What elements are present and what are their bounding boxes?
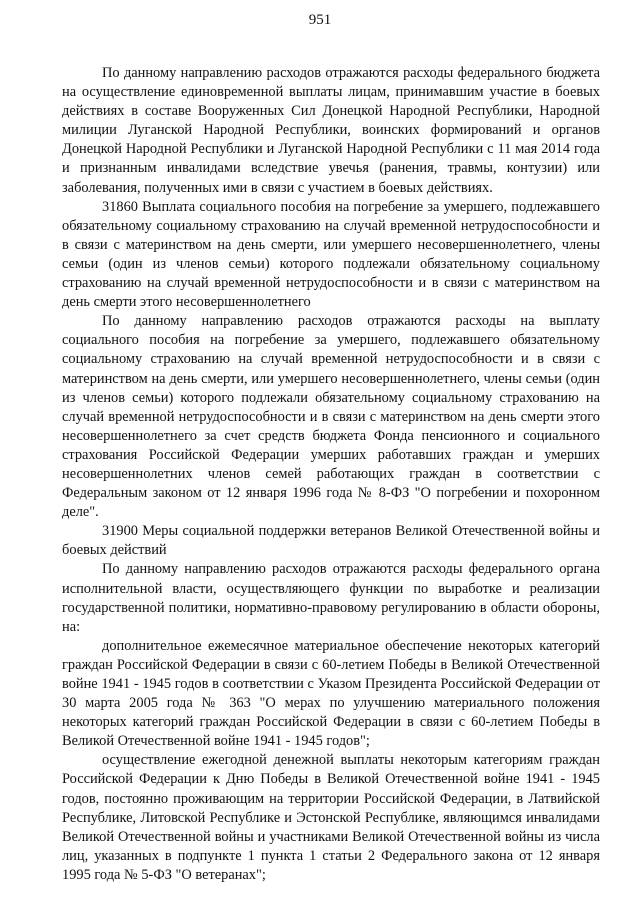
- page-number: 951: [308, 12, 332, 28]
- paragraph-defense-authority: По данному направлению расходов отражаются расходы федерального органа исполнительной власти, осуществляющего функции по выработке и реализации государственной политики, нормативно-правовому регулированию в области обороны, на:: [62, 561, 600, 635]
- section-heading-31860: 31860 Выплата социального пособия на погребение за умершего, подлежавшего обязательному социальному страхованию на случай временной нетрудоспособности и в связи с материнством на день смерти, или умершего несовершеннолетнего, члены семьи (один из членов семьи) которого подлежали обязательному социальному страхованию на случай временной нетрудоспособности и в связи с материнством на день смерти этого несовершеннолетнего: [62, 198, 600, 311]
- paragraph-burial-allowance: По данному направлению расходов отражаются расходы на выплату социального пособия на погребение за умершего, подлежавшего обязательному социальному страхованию на случай временной нетрудоспособности и в связи с материнством на день смерти, или умершего несовершеннолетнего, члены семьи (один из членов семьи) которого подлежали обязательному социальному страхованию на случай временной нетрудоспособности и в связи с материнством на день смерти этого несовершеннолетнего за счет средств бюджета Фонда пенсионного и социального страхования Российской Федерации умерших работавших граждан и умерших несовершеннолетних членов семей работающих граждан в соответствии с Федеральным законом от 12 января 1996 года № 8-ФЗ "О погребении и похоронном деле".: [62, 313, 600, 521]
- document-body: [62, 64, 600, 885]
- section-heading-31900: 31900 Меры социальной поддержки ветеранов Великой Отечественной войны и боевых действий: [62, 523, 600, 559]
- paragraph-federal-budget-payment: По данному направлению расходов отражаются расходы федерального бюджета на осуществление единовременной выплаты лицам, принимавшим участие в боевых действиях в составе Вооруженных Сил Донецкой Народной Республики, Народной милиции Луганской Народной Республики, воинских формирований и органов Донецкой Народной Республики и Луганской Народной Республики с 11 мая 2014 года и признанным инвалидами вследствие увечья (ранения, травмы, контузии) или заболевания, полученных ими в связи с участием в боевых действиях.: [62, 65, 600, 196]
- paragraph-annual-payment: осуществление ежегодной денежной выплаты некоторым категориям граждан Российской Федерации к Дню Победы в Великой Отечественной войне 1941 - 1945 годов, постоянно проживающим на территории Российской Федерации, в Латвийской Республике, Литовской Республике и Эстонской Республике, являющимся инвалидами Великой Отечественной войны и участниками Великой Отечественной войны из числа лиц, указанных в подпункте 1 пункта 1 статьи 2 Федерального закона от 12 января 1995 года № 5-ФЗ "О ветеранах";: [62, 752, 600, 883]
- paragraph-additional-support: дополнительное ежемесячное материальное обеспечение некоторых категорий граждан Российской Федерации в связи с 60-летием Победы в Великой Отечественной войне 1941 - 1945 годов в соответствии с Указом Президента Российской Федерации от 30 марта 2005 года № 363 "О мерах по улучшению материального положения некоторых категорий граждан Российской Федерации в связи с 60-летием Победы в Великой Отечественной войне 1941 - 1945 годов";: [62, 637, 600, 750]
